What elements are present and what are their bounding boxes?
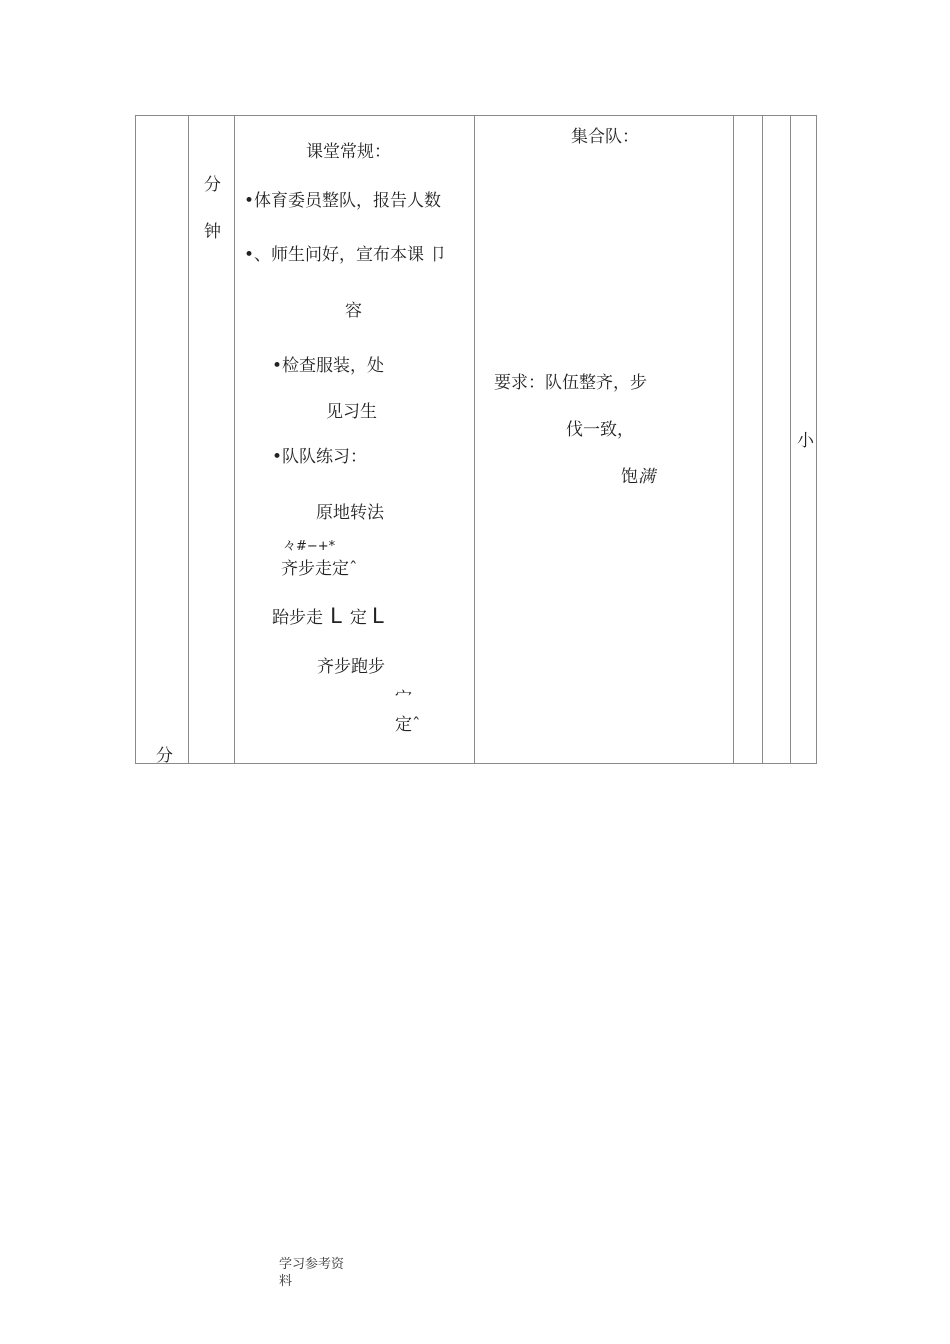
requirement-line-3-b: 满 xyxy=(638,467,655,487)
drill-line-5: 定ˆ xyxy=(395,715,421,735)
footer-line-1: 学习参考资 xyxy=(279,1257,345,1272)
symbol-line: 々#−+* xyxy=(283,539,336,554)
column-divider xyxy=(790,116,791,763)
drill-line-3 xyxy=(272,604,384,628)
requirement-line-1: 要求：队伍整齐，步 xyxy=(494,373,647,393)
lesson-table xyxy=(135,115,817,764)
org-title: 集合队： xyxy=(571,127,639,147)
requirement-line-2: 伐一致， xyxy=(566,420,634,440)
routine-item-2-continued: 容 xyxy=(345,301,362,321)
routine-item-3-continued: 见习生 xyxy=(326,402,377,422)
routine-item-3: •检查服装，处 xyxy=(272,356,385,376)
drill-line-4: 齐步跑步 xyxy=(317,657,385,677)
column-divider xyxy=(762,116,763,763)
right-column-char: 小 xyxy=(797,431,814,451)
requirement-line-3 xyxy=(621,467,655,487)
drill-line-1: 原地转法 xyxy=(316,503,384,523)
drill-fragment: 宀 xyxy=(395,688,412,708)
column-divider xyxy=(474,116,475,763)
routine-title: 课堂常规： xyxy=(306,142,391,162)
routine-item-4: •队队练习： xyxy=(272,447,368,467)
routine-item-2: •、师生问好，宣布本课 卩 xyxy=(244,245,447,265)
minutes-char-2: 钟 xyxy=(204,222,221,242)
drill-line-3-text-2: 定 xyxy=(349,608,367,628)
column-divider xyxy=(234,116,235,763)
routine-item-1: •体育委员整队，报告人数 xyxy=(244,191,442,211)
minutes-char-1: 分 xyxy=(204,175,221,195)
drill-line-3-letter-2: L xyxy=(371,604,384,628)
time-unit-text: 分 xyxy=(156,746,173,766)
drill-line-3-text: 跆步走 xyxy=(272,608,323,628)
requirement-line-3-a: 饱 xyxy=(621,467,638,487)
column-divider xyxy=(733,116,734,763)
column-divider xyxy=(188,116,189,763)
footer-line-2: 料 xyxy=(279,1274,293,1289)
drill-line-2: 齐步走定ˆ xyxy=(281,559,358,579)
drill-line-3-letter: L xyxy=(330,604,342,628)
